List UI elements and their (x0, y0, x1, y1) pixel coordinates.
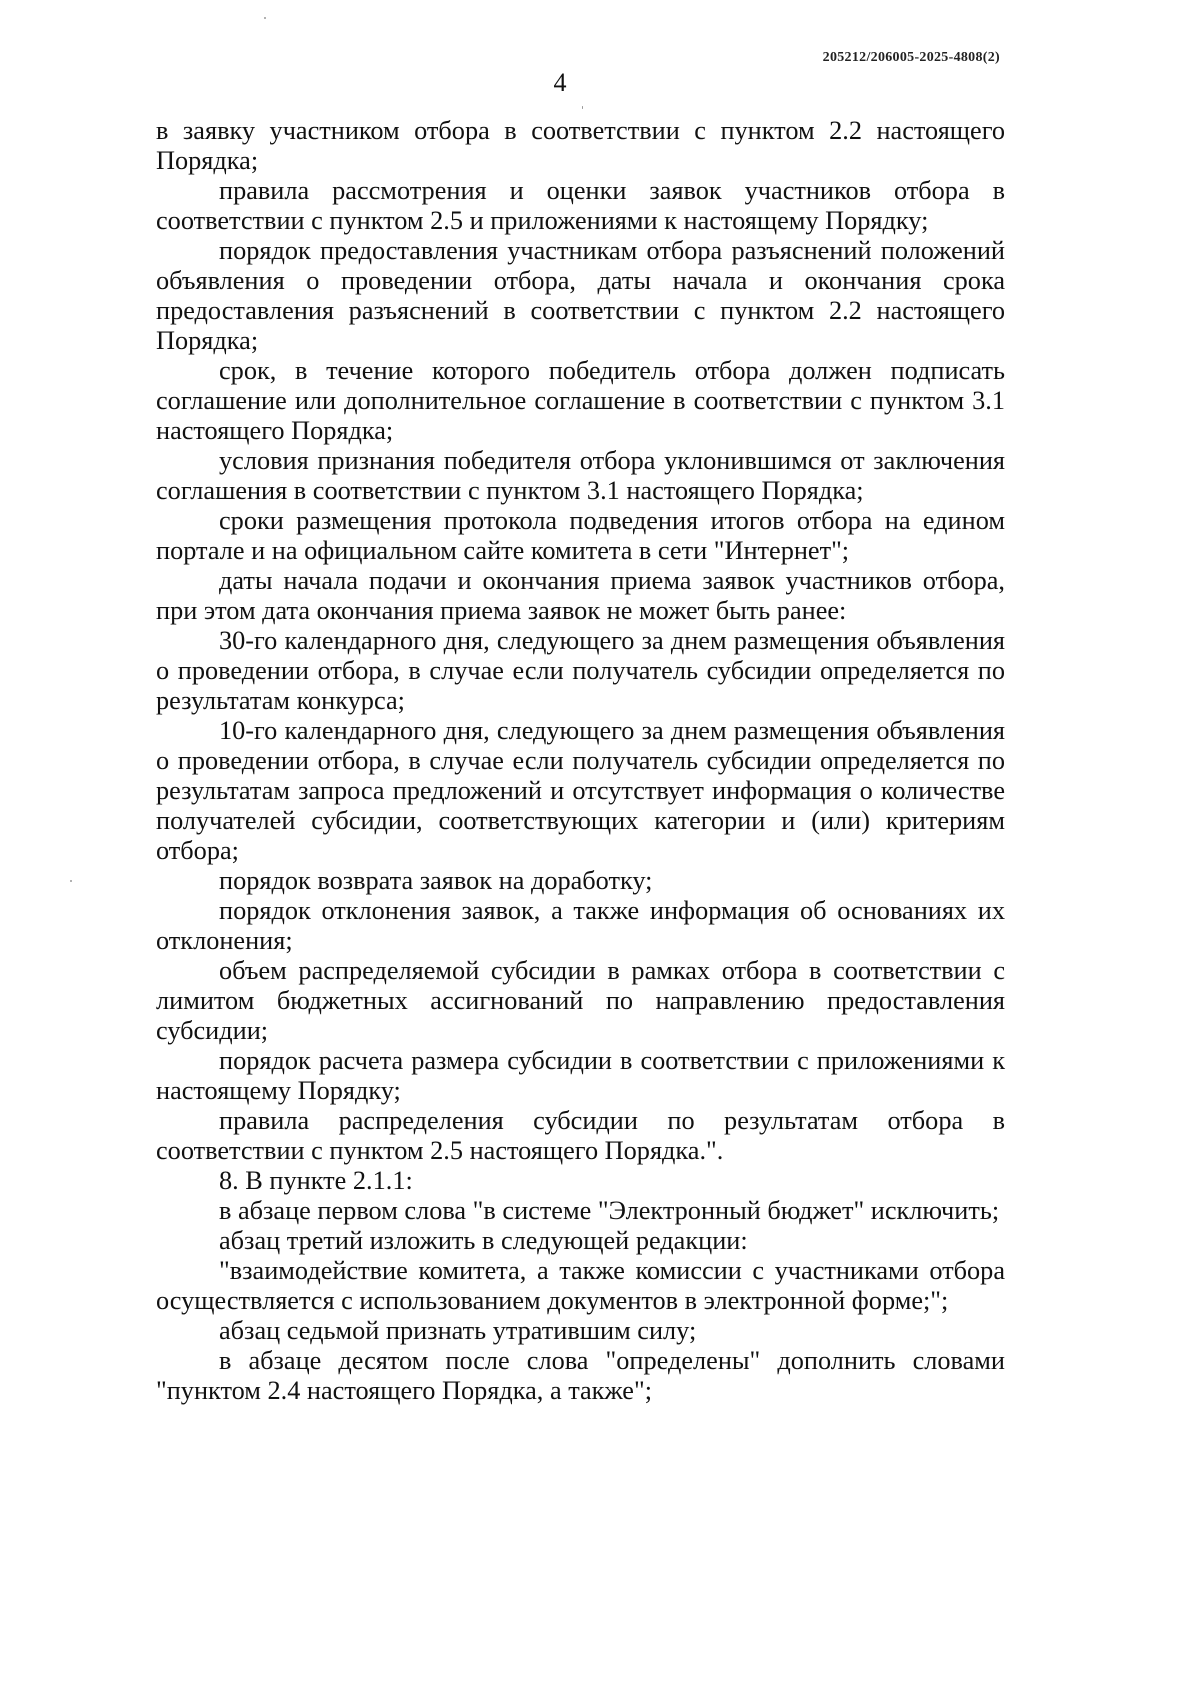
paragraph: объем распределяемой субсидии в рамках отбора в соответствии с лимитом бюджетных ассигнований по направлению предоставления субсидии; (156, 956, 1005, 1045)
paragraph: абзац седьмой признать утратившим силу; (219, 1316, 697, 1345)
paragraph: условия признания победителя отбора уклонившимся от заключения соглашения в соответствии с пунктом 3.1 настоящего Порядка; (156, 446, 1005, 505)
paragraph: 10-го календарного дня, следующего за днем размещения объявления о проведении отбора, в случае если получатель субсидии определяется по результатам запроса предложений и отсутствует информация о количестве получателей субсидии, соответствующих категории и (или) критериям отбора; (156, 716, 1005, 865)
paragraph: порядок предоставления участникам отбора разъяснений положений объявления о проведении отбора, даты начала и окончания срока предоставления разъяснений в соответствии с пунктом 2.2 настоящего Порядка; (156, 236, 1005, 355)
paragraph: правила распределения субсидии по результатам отбора в соответствии с пунктом 2.5 настоящего Порядка.". (156, 1106, 1005, 1165)
paragraph: даты начала подачи и окончания приема заявок участников отбора, при этом дата окончания приема заявок не может быть ранее: (156, 566, 1005, 625)
paragraph: порядок возврата заявок на доработку; (219, 866, 653, 895)
scan-speck (264, 17, 266, 19)
paragraph: порядок отклонения заявок, а также информация об основаниях их отклонения; (156, 896, 1005, 955)
paragraph: правила рассмотрения и оценки заявок участников отбора в соответствии с пунктом 2.5 и приложениями к настоящему Порядку; (156, 176, 1005, 235)
page-number: 4 (553, 68, 567, 97)
paragraph: 30-го календарного дня, следующего за днем размещения объявления о проведении отбора, в случае если получатель субсидии определяется по результатам конкурса; (156, 626, 1005, 715)
paragraph: срок, в течение которого победитель отбора должен подписать соглашение или дополнительное соглашение в соответствии с пунктом 3.1 настоящего Порядка; (156, 356, 1005, 445)
paragraph: в абзаце десятом после слова "определены" дополнить словами "пунктом 2.4 настоящего Порядка, а также"; (156, 1346, 1005, 1405)
document-body (156, 116, 1005, 1406)
paragraph: 8. В пункте 2.1.1: (219, 1166, 413, 1195)
document-registration-number: 205212/206005-2025-4808(2) (822, 50, 1000, 65)
scan-speck (70, 880, 72, 882)
scan-speck (582, 106, 583, 109)
paragraph: сроки размещения протокола подведения итогов отбора на едином портале и на официальном сайте комитета в сети "Интернет"; (156, 506, 1005, 565)
paragraph: в абзаце первом слова "в системе "Электронный бюджет" исключить; (219, 1196, 1000, 1225)
paragraph: порядок расчета размера субсидии в соответствии с приложениями к настоящему Порядку; (156, 1046, 1005, 1105)
paragraph: абзац третий изложить в следующей редакции: (219, 1226, 748, 1255)
paragraph: в заявку участником отбора в соответствии с пунктом 2.2 настоящего Порядка; (156, 116, 1005, 175)
paragraph: "взаимодействие комитета, а также комиссии с участниками отбора осуществляется с использованием документов в электронной форме;"; (156, 1256, 1005, 1315)
